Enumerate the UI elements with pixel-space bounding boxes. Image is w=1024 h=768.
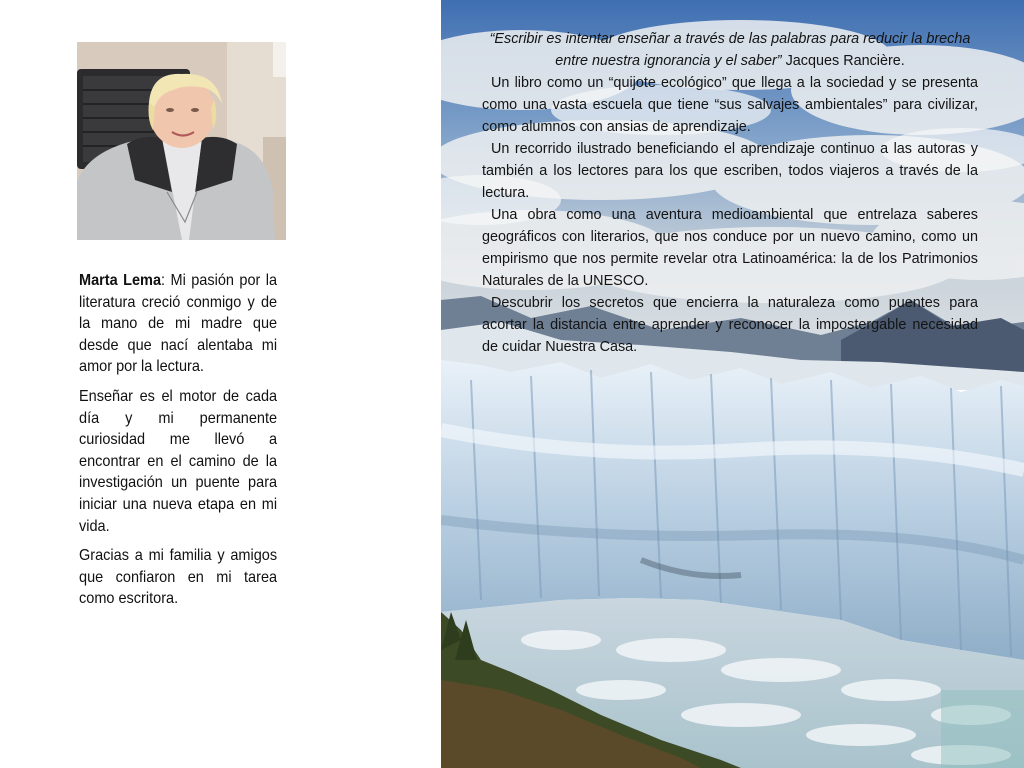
author-bio: [79, 270, 277, 618]
author-panel: [0, 0, 441, 768]
bio-paragraph-1: [79, 270, 277, 378]
bio-intro: : Mi pasión por la literatura creció conmigo y de la mano de mi madre que desde que nací alentaba mi amor por la lectura.: [79, 272, 278, 376]
bio-paragraph-2: Enseñar es el motor de cada día y mi permanente curiosidad me llevó a encontrar en el camino de la investigación un puente para iniciar una nueva etapa en mi vida.: [79, 387, 278, 535]
bio-paragraph-3: Gracias a mi familia y amigos que confiaron en mi tarea como escritora.: [79, 547, 278, 608]
author-name: Marta Lema: [79, 272, 162, 289]
quote-author: Jacques Rancière.: [785, 53, 905, 69]
back-cover-panel: [441, 0, 1024, 768]
synopsis-paragraph-3: Una obra como una aventura medioambiental que entrelaza saberes geográficos con literarios, que nos conduce por un nuevo camino, como un empirismo que nos permite revelar otra Latinoamérica: la de los Patrimonios Naturales de la UNESCO.: [482, 207, 978, 289]
quote-text: “Escribir es intentar enseñar a través de las palabras para reducir la brecha entre nuestra ignorancia y el saber”: [489, 31, 971, 69]
synopsis-paragraph-4: Descubrir los secretos que encierra la naturaleza como puentes para acortar la distancia entre aprender y reconocer la impostergable necesidad de cuidar Nuestra Casa.: [482, 295, 978, 355]
author-portrait-image: [77, 42, 286, 240]
author-photo: [77, 42, 286, 240]
synopsis-paragraph-1: Un libro como un “quijote ecológico” que llega a la sociedad y se presenta como una vasta escuela que tiene “sus salvajes ambientales” para civilizar, como alumnos con ansias de aprendizaje.: [482, 75, 978, 135]
back-cover-text: [482, 28, 978, 358]
synopsis-paragraph-2: Un recorrido ilustrado beneficiando el aprendizaje continuo a las autoras y también a los lectores para los que escriben, todos viajeros a través de la lectura.: [482, 141, 978, 201]
epigraph-quote: [482, 28, 978, 72]
